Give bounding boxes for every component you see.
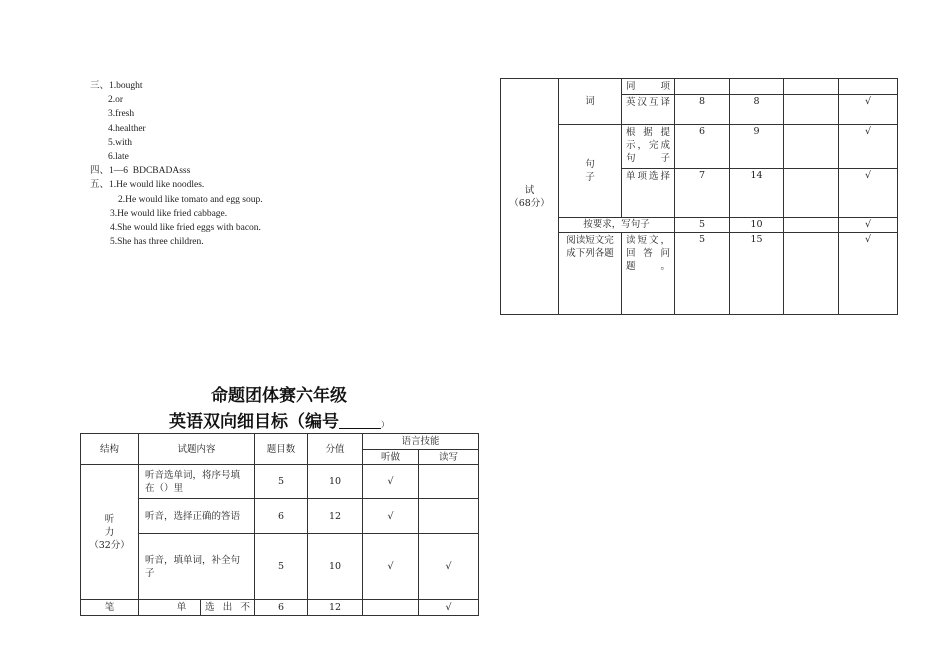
content-cell: 读短文，回答问题。 [622, 233, 675, 315]
answer-line: 2.He would like tomato and egg soup. [118, 194, 263, 205]
page-title: 命题团体赛六年级 [211, 386, 347, 406]
content-cell: 听音，选择正确的答语 [139, 499, 255, 534]
readwrite-cell: √ [419, 534, 479, 600]
readwrite-cell: √ [419, 600, 479, 616]
readwrite-cell: √ [839, 218, 898, 233]
listen-cell [784, 233, 839, 315]
header-content: 试题内容 [139, 434, 255, 465]
count-cell: 5 [675, 218, 730, 233]
header-listen: 听做 [363, 450, 419, 465]
score-cell: 15 [730, 233, 784, 315]
section-written-label: 笔 [81, 600, 139, 616]
count-cell: 6 [255, 600, 308, 616]
count-cell: 6 [255, 499, 308, 534]
answer-line: 4.She would like fried eggs with bacon. [110, 223, 261, 234]
count-cell: 5 [675, 233, 730, 315]
written-section-table [500, 78, 898, 315]
content-cell: 单 [139, 600, 201, 616]
answer-key [90, 79, 263, 249]
readwrite-cell: √ [839, 125, 898, 169]
content-cell: 听音，填单词，补全句子 [139, 534, 255, 600]
count-cell: 7 [675, 169, 730, 218]
specification-table [80, 433, 479, 616]
readwrite-cell: √ [839, 233, 898, 315]
score-cell: 8 [730, 95, 784, 125]
count-cell: 5 [255, 534, 308, 600]
answer-line: 3.fresh [108, 109, 135, 120]
answer-section-5: 五、1.He would like noodles. [90, 180, 205, 191]
answer-line: 2.or [108, 95, 124, 106]
header-readwrite: 读写 [419, 450, 479, 465]
count-cell: 8 [675, 95, 730, 125]
answer-section-3: 三、1.bought [90, 81, 143, 91]
score-cell: 10 [308, 465, 363, 499]
score-cell: 12 [308, 499, 363, 534]
score-cell: 12 [308, 600, 363, 616]
readwrite-cell: √ [839, 169, 898, 218]
score-cell: 14 [730, 169, 784, 218]
content-cell: 选出不 [201, 600, 255, 616]
answer-line: 5.with [108, 137, 133, 148]
page-subtitle: 英语双向细目标（编号 ） [169, 412, 389, 432]
listen-cell [784, 125, 839, 169]
readwrite-cell: √ [839, 95, 898, 125]
score-cell: 10 [730, 218, 784, 233]
listen-cell [784, 218, 839, 233]
readwrite-cell [419, 499, 479, 534]
content-cell: 听音选单词，将序号填在（）里 [139, 465, 255, 499]
listen-cell [784, 95, 839, 125]
content-cell: 英汉互译 [622, 95, 675, 125]
group-vocab: 词 [559, 79, 622, 125]
header-count: 题目数 [255, 434, 308, 465]
score-cell: 10 [308, 534, 363, 600]
number-blank [339, 414, 381, 429]
content-cell: 同项 [622, 79, 675, 95]
header-skills: 语言技能 [363, 434, 479, 450]
answer-line: 3.He would like fried cabbage. [110, 208, 228, 219]
answer-line: 4.healther [108, 123, 146, 134]
answer-section-4: 四、1—6 BDCBADAsss [90, 166, 191, 177]
group-sentence: 句 子 [559, 125, 622, 218]
header-structure: 结构 [81, 434, 139, 465]
score-cell: 9 [730, 125, 784, 169]
content-cell: 按要求，写句子 [559, 218, 675, 233]
group-reading: 阅读短文完成下列各题 [559, 233, 622, 315]
content-cell: 根据提示，完成句子 [622, 125, 675, 169]
content-cell: 单项选择 [622, 169, 675, 218]
section-listening-label: 听 力 （32分） [81, 465, 139, 600]
listen-cell: √ [363, 499, 419, 534]
header-score: 分值 [308, 434, 363, 465]
section-written-label: 试 （68分） [501, 79, 559, 315]
answer-line: 5.She has three children. [110, 237, 204, 248]
listen-cell: √ [363, 534, 419, 600]
listen-cell [784, 169, 839, 218]
count-cell: 6 [675, 125, 730, 169]
listen-cell: √ [363, 465, 419, 499]
listen-cell [363, 600, 419, 616]
answer-line: 6.late [108, 152, 129, 163]
count-cell: 5 [255, 465, 308, 499]
readwrite-cell [419, 465, 479, 499]
